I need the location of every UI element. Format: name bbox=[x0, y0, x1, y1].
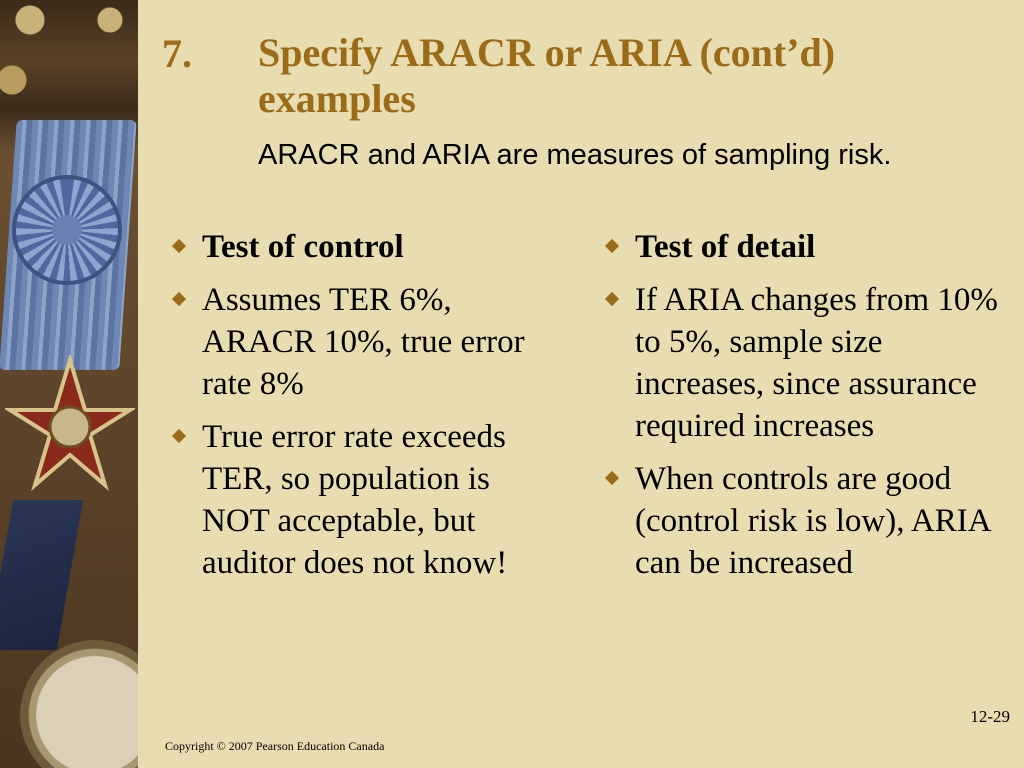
diamond-icon bbox=[605, 471, 619, 485]
bullet-text: If ARIA changes from 10% to 5%, sample size increases, since assurance required increases bbox=[635, 282, 998, 444]
slide-subtitle: ARACR and ARIA are measures of sampling risk. bbox=[258, 139, 892, 171]
medal-cross-graphic bbox=[5, 355, 135, 515]
bullet-text: True error rate exceeds TER, so population is NOT acceptable, but auditor does not know! bbox=[202, 419, 508, 581]
diamond-icon bbox=[605, 239, 619, 253]
bullet-text: Assumes TER 6%, ARACR 10%, true error rate 8% bbox=[202, 282, 525, 402]
bullet-text: Test of control bbox=[202, 229, 404, 265]
diamond-icon bbox=[172, 292, 186, 306]
bullet-text: Test of detail bbox=[635, 229, 816, 265]
diamond-icon bbox=[605, 292, 619, 306]
bullet-item bbox=[170, 279, 530, 405]
compass-graphic bbox=[20, 640, 138, 768]
bullet-item bbox=[603, 279, 1013, 447]
bullet-item bbox=[170, 416, 530, 584]
slide-title: Specify ARACR or ARIA (cont’d) examples bbox=[258, 30, 836, 121]
copyright-notice: Copyright © 2007 Pearson Education Canada bbox=[165, 739, 385, 753]
bullet-item bbox=[170, 226, 530, 268]
dark-ribbon-graphic bbox=[0, 500, 83, 650]
slide-number-label: 7. bbox=[162, 31, 192, 76]
left-column bbox=[170, 226, 530, 595]
bullet-item bbox=[603, 226, 1013, 268]
diamond-icon bbox=[172, 239, 186, 253]
diamond-icon bbox=[172, 429, 186, 443]
bullet-text: When controls are good (control risk is low), ARIA can be increased bbox=[635, 461, 990, 581]
bullet-item bbox=[603, 458, 1013, 584]
right-column bbox=[603, 226, 1013, 595]
rosette-center-graphic bbox=[52, 215, 82, 245]
decorative-medal-image bbox=[0, 0, 138, 768]
page-number: 12-29 bbox=[970, 707, 1010, 726]
